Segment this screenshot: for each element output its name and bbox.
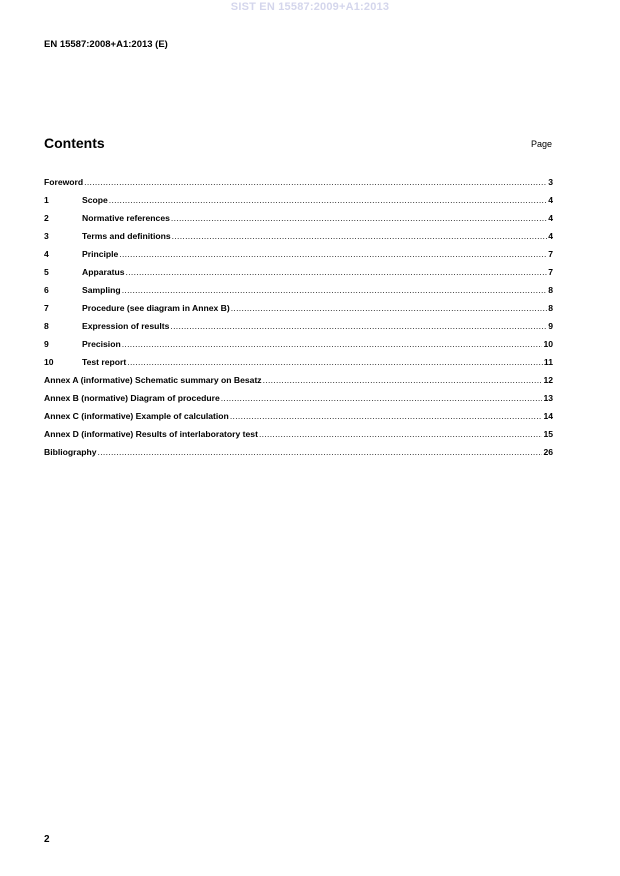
toc-entry-number: 5	[44, 267, 49, 277]
toc-entry-title: Annex D (informative) Results of interlaboratory test	[44, 429, 258, 439]
toc-entry[interactable]	[44, 443, 553, 461]
watermark: SIST EN 15587:2009+A1:2013	[230, 1, 390, 13]
toc-entry[interactable]	[44, 371, 553, 389]
toc-entry-page: 8	[548, 303, 553, 313]
toc-entry-number: 4	[44, 249, 49, 259]
toc-dot-leader	[259, 425, 543, 443]
toc-entry-page: 14	[543, 411, 553, 421]
toc-dot-leader	[230, 407, 543, 425]
toc-dot-leader	[172, 227, 548, 245]
toc-entry[interactable]	[44, 245, 553, 263]
toc-entry[interactable]	[44, 209, 553, 227]
toc-entry-number: 2	[44, 213, 49, 223]
toc-entry-title: Annex C (informative) Example of calculation	[44, 411, 229, 421]
toc-entry[interactable]	[44, 299, 553, 317]
toc-entry-title: Principle	[82, 249, 119, 259]
toc-entry-page: 4	[548, 231, 553, 241]
toc-entry-page: 3	[548, 177, 553, 187]
toc-dot-leader	[127, 353, 543, 371]
toc-entry[interactable]	[44, 425, 553, 443]
toc-entry-number: 10	[44, 357, 54, 367]
toc-entry-page: 9	[548, 321, 553, 331]
toc-entry-number: 1	[44, 195, 49, 205]
toc-entry[interactable]	[44, 227, 553, 245]
toc-dot-leader	[119, 245, 547, 263]
contents-heading: Contents	[44, 135, 105, 151]
toc-entry-page: 26	[543, 447, 553, 457]
page-number: 2	[44, 834, 50, 845]
toc-entry-title: Annex B (normative) Diagram of procedure	[44, 393, 220, 403]
toc-entry-title: Apparatus	[82, 267, 125, 277]
toc-entry[interactable]	[44, 281, 553, 299]
toc-entry-page: 4	[548, 213, 553, 223]
toc-entry-title: Expression of results	[82, 321, 170, 331]
toc-dot-leader	[84, 173, 547, 191]
toc-entry[interactable]	[44, 335, 553, 353]
toc-entry-title: Scope	[82, 195, 108, 205]
toc-entry-title: Foreword	[44, 177, 84, 187]
document-id: EN 15587:2008+A1:2013 (E)	[44, 39, 168, 50]
toc-entry-title: Test report	[82, 357, 127, 367]
toc-dot-leader	[171, 209, 547, 227]
toc-dot-leader	[126, 263, 548, 281]
toc-entry-title: Precision	[82, 339, 121, 349]
table-of-contents	[44, 173, 553, 461]
toc-entry[interactable]	[44, 317, 553, 335]
toc-dot-leader	[98, 443, 543, 461]
toc-dot-leader	[231, 299, 547, 317]
toc-entry[interactable]	[44, 191, 553, 209]
toc-entry[interactable]	[44, 389, 553, 407]
toc-dot-leader	[109, 191, 547, 209]
toc-entry-number: 9	[44, 339, 49, 349]
toc-entry-page: 13	[543, 393, 553, 403]
toc-entry-page: 10	[543, 339, 553, 349]
toc-entry-page: 7	[548, 267, 553, 277]
toc-dot-leader	[122, 335, 543, 353]
toc-dot-leader	[221, 389, 543, 407]
toc-entry-number: 6	[44, 285, 49, 295]
toc-entry-title: Bibliography	[44, 447, 97, 457]
toc-dot-leader	[170, 317, 547, 335]
toc-entry-title: Normative references	[82, 213, 170, 223]
toc-entry-page: 4	[548, 195, 553, 205]
toc-entry-page: 12	[543, 375, 553, 385]
toc-entry[interactable]	[44, 173, 553, 191]
toc-entry-title: Procedure (see diagram in Annex B)	[82, 303, 230, 313]
toc-entry-title: Sampling	[82, 285, 121, 295]
toc-dot-leader	[122, 281, 548, 299]
toc-entry[interactable]	[44, 353, 553, 371]
toc-entry-number: 7	[44, 303, 49, 313]
toc-entry-title: Terms and definitions	[82, 231, 171, 241]
toc-entry-number: 3	[44, 231, 49, 241]
toc-entry-page: 15	[543, 429, 553, 439]
toc-entry[interactable]	[44, 263, 553, 281]
toc-dot-leader	[263, 371, 543, 389]
toc-entry-page: 7	[548, 249, 553, 259]
toc-entry-title: Annex A (informative) Schematic summary on Besatz	[44, 375, 262, 385]
toc-entry-page: 8	[548, 285, 553, 295]
toc-entry-number: 8	[44, 321, 49, 331]
toc-entry[interactable]	[44, 407, 553, 425]
toc-entry-page: 11	[543, 357, 553, 367]
page-column-heading: Page	[530, 139, 552, 149]
